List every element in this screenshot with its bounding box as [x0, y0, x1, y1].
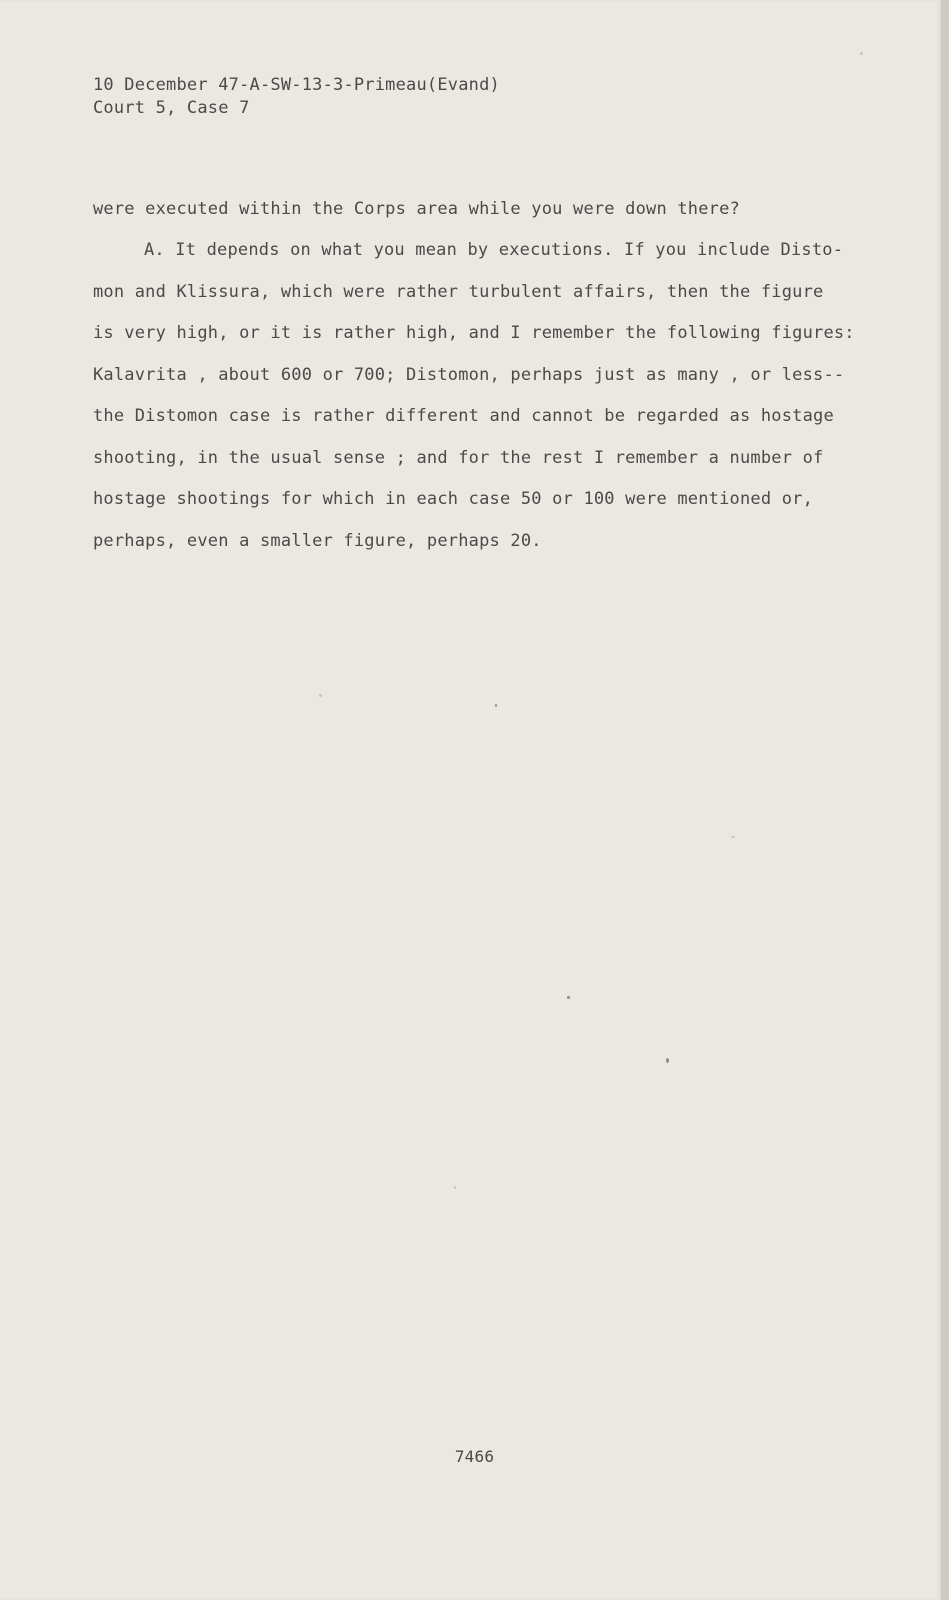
- paper-speck: [454, 1186, 456, 1189]
- body-line-5: Kalavrita , about 600 or 700; Distomon, perhaps just as many , or less--: [93, 365, 845, 385]
- body-line-4: is very high, or it is rather high, and I remember the following figures:: [93, 323, 855, 343]
- paper-speck: [567, 996, 570, 999]
- page-edge: [941, 0, 949, 1600]
- body-line-1: were executed within the Corps area while you were down there?: [93, 199, 740, 219]
- page-number: 7466: [454, 1447, 495, 1466]
- paper-speck: [495, 704, 497, 707]
- body-line-6: the Distomon case is rather different and cannot be regarded as hostage: [93, 406, 834, 426]
- header-date-reference: 10 December 47-A-SW-13-3-Primeau(Evand): [93, 75, 500, 95]
- header-court-case: Court 5, Case 7: [93, 98, 250, 118]
- body-line-3: mon and Klissura, which were rather turbulent affairs, then the figure: [93, 282, 824, 302]
- paper-speck: [731, 836, 735, 838]
- body-line-7: shooting, in the usual sense ; and for the rest I remember a number of: [93, 448, 824, 468]
- body-line-8: hostage shootings for which in each case 50 or 100 were mentioned or,: [93, 489, 814, 509]
- paper-speck: [666, 1058, 669, 1063]
- body-line-9: perhaps, even a smaller figure, perhaps 20.: [93, 531, 542, 551]
- paper-speck: [860, 52, 863, 55]
- paper-speck: [319, 694, 322, 697]
- body-line-2: A. It depends on what you mean by executions. If you include Disto-: [144, 240, 844, 260]
